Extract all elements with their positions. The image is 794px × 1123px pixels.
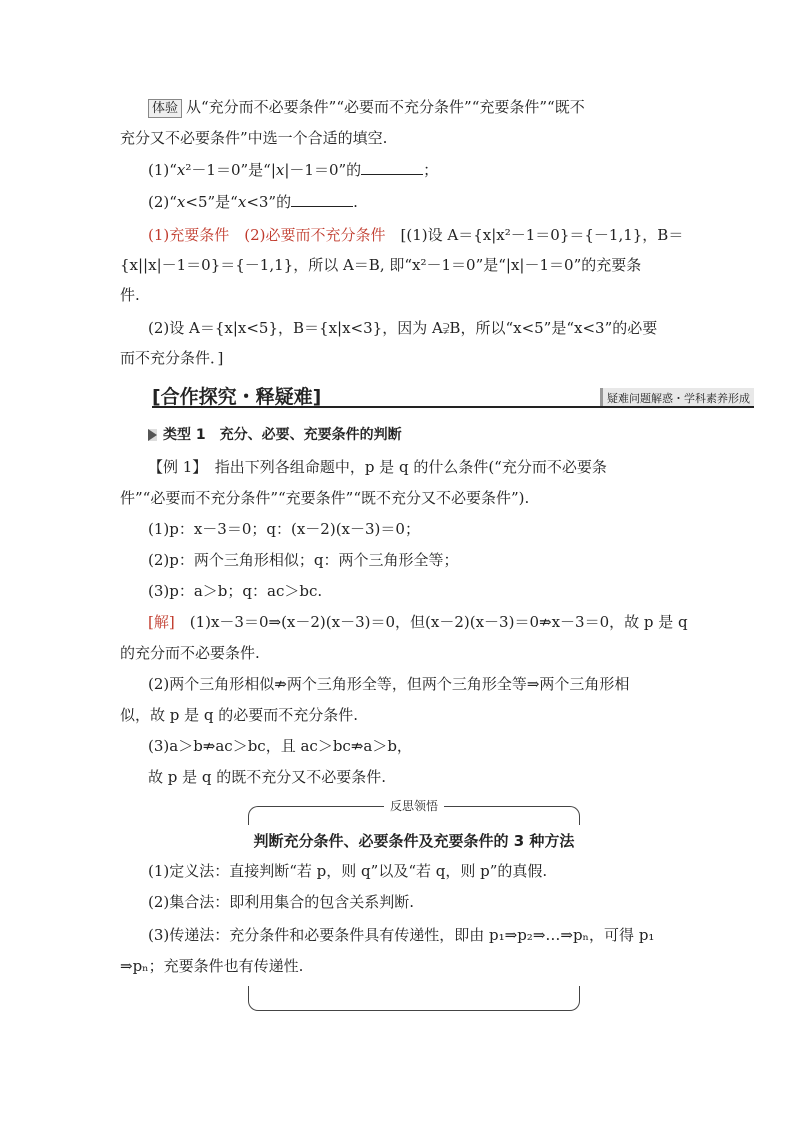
solution-line-1: [解] (1)x－3＝0⇒(x－2)(x－3)＝0，但(x－2)(x－3)＝0⇏x－3＝0，故 p 是 q (148, 613, 688, 631)
reflection-frame-bottom (248, 986, 580, 1011)
answer-line-1: (1)充要条件 (2)必要而不充分条件 [(1)设 A＝{x|x²－1＝0}＝{－1,1}，B＝ (148, 226, 684, 244)
reflection-item-3: (3)传递法：充分条件和必要条件具有传递性，即由 p₁⇒p₂⇒…⇒pₙ，可得 p₁ (148, 926, 655, 944)
experience-line-2: 充分又不必要条件”中选一个合适的填空. (120, 129, 388, 147)
section-divider (152, 406, 754, 408)
section-subtitle: 疑难问题解惑・学科素养形成 (600, 388, 754, 408)
solution-line-6: 故 p 是 q 的既不充分又不必要条件. (148, 768, 387, 786)
reflection-item-4: ⇒pₙ；充要条件也有传递性. (120, 957, 304, 975)
solution-tag: [解] (148, 613, 175, 631)
example-item-2: (2)p：两个三角形相似；q：两个三角形全等； (148, 551, 459, 569)
answer-blank (361, 160, 423, 175)
answer-blank (291, 192, 353, 207)
example-item-1: (1)p：x－3＝0；q：(x－2)(x－3)＝0； (148, 520, 420, 538)
question-2: (2)“x<5”是“x<3”的 . (148, 193, 358, 211)
section-title: [合作探究・释疑难] (152, 386, 322, 408)
answer-line-4: (2)设 A＝{x|x<5}，B＝{x|x<3}，因为 A⫌B，所以“x<5”是“x<3”的必要 (148, 319, 658, 337)
type-heading: 类型 1 充分、必要、充要条件的判断 (148, 425, 402, 445)
reflection-item-1: (1)定义法：直接判断“若 p，则 q”以及“若 q，则 p”的真假. (148, 862, 548, 880)
answer-line-5: 而不充分条件．] (120, 349, 224, 367)
answer-line-2: {x||x|－1＝0}＝{－1,1}，所以 A＝B, 即“x²－1＝0”是“|x|－1＝0”的充要条 (120, 256, 642, 274)
experience-line-1: 体验 从“充分而不必要条件”“必要而不充分条件”“充要条件”“既不 (148, 97, 585, 118)
example-line-2: 件”“必要而不充分条件”“充要条件”“既不充分又不必要条件”). (120, 489, 530, 507)
solution-line-2: 的充分而不必要条件. (120, 644, 260, 662)
example-line-1: 【例 1】 指出下列各组命题中，p 是 q 的什么条件(“充分而不必要条 (148, 458, 607, 476)
experience-tag: 体验 (148, 99, 182, 118)
answer-key: (1)充要条件 (2)必要而不充分条件 (148, 226, 386, 244)
answer-line-3: 件. (120, 286, 140, 304)
play-triangle-icon (148, 429, 157, 441)
reflection-label: 反思领悟 (384, 799, 444, 813)
example-item-3: (3)p：a＞b；q：ac＞bc. (148, 582, 323, 600)
solution-line-3: (2)两个三角形相似⇏两个三角形全等，但两个三角形全等⇒两个三角形相 (148, 675, 630, 693)
solution-line-4: 似，故 p 是 q 的必要而不充分条件. (120, 706, 359, 724)
reflection-item-2: (2)集合法：即利用集合的包含关系判断. (148, 893, 415, 911)
question-1: (1)“x²－1＝0”是“|x|－1＝0”的 ； (148, 161, 439, 179)
solution-line-5: (3)a＞b⇏ac＞bc，且 ac＞bc⇏a＞b， (148, 737, 412, 755)
reflection-title: 判断充分条件、必要条件及充要条件的 3 种方法 (253, 832, 575, 850)
reflection-frame-top (248, 799, 580, 825)
